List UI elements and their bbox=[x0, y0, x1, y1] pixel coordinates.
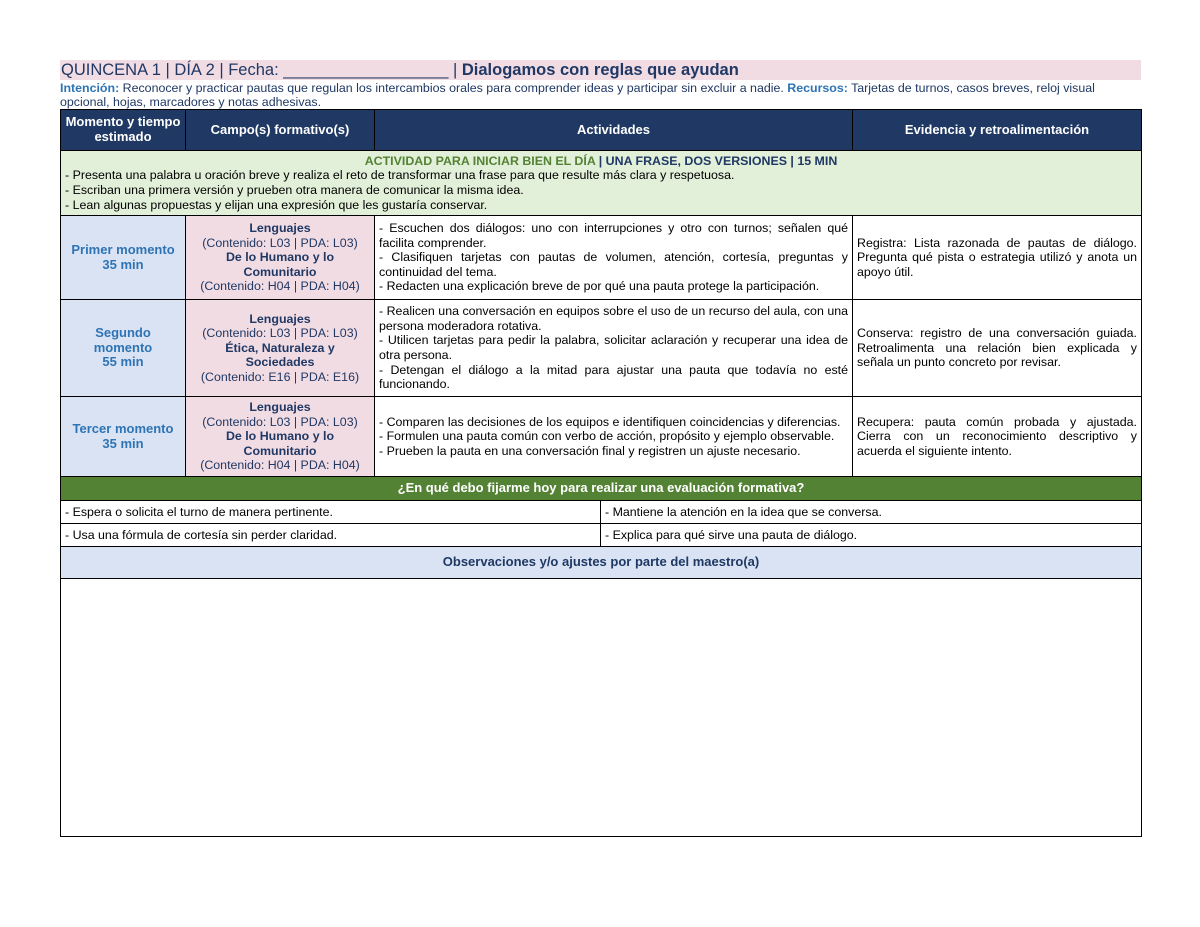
criteria-row-cell bbox=[61, 524, 1142, 547]
resources-text: Tarjetas de turnos, casos breves, reloj visual opcional, hojas, marcadores y notas adhesivas. bbox=[60, 81, 1095, 109]
criteria-row bbox=[61, 524, 1142, 547]
activity-line: - Utilicen tarjetas para pedir la palabra, solicitar aclaración y recuperar una idea de otra persona. bbox=[379, 333, 848, 362]
moment-cell bbox=[61, 397, 186, 477]
moment-name: Primer momento bbox=[71, 241, 175, 257]
activity-line: - Prueben la pauta en una conversación final y registren un ajuste necesario. bbox=[379, 443, 801, 458]
evidence-cell: Registra: Lista razonada de pautas de diálogo. Pregunta qué pista o estrategia utilizó y anota un apoyo útil. bbox=[853, 216, 1142, 300]
start-activity-heading bbox=[65, 154, 1137, 169]
observations-heading: Observaciones y/o ajustes por parte del maestro(a) bbox=[61, 547, 1142, 579]
criteria-pair bbox=[61, 524, 1141, 546]
moment-name: Tercer momento bbox=[72, 420, 174, 436]
start-activity-line: - Escriban una primera versión y prueben otra manera de comunicar la misma idea. bbox=[65, 183, 524, 197]
moment-cell bbox=[61, 300, 186, 397]
criteria-row-cell bbox=[61, 501, 1142, 524]
header-activities: Actividades bbox=[375, 110, 853, 151]
campo-name: De lo Humano y lo Comunitario bbox=[225, 250, 335, 279]
moment-cell bbox=[61, 216, 186, 300]
table-header-row bbox=[61, 110, 1142, 151]
title-left: QUINCENA 1 | DÍA 2 | Fecha: __________________ | bbox=[61, 61, 458, 79]
criteria-pair bbox=[61, 501, 1141, 523]
resources-label: Recursos: bbox=[787, 81, 848, 95]
activity-line: - Clasifiquen tarjetas con pautas de volumen, atención, cortesía, preguntas y continuidad del tema. bbox=[379, 250, 848, 279]
intro-paragraph bbox=[60, 81, 1141, 109]
evaluation-heading: ¿En qué debo fijarme hoy para realizar una evaluación formativa? bbox=[61, 477, 1142, 501]
campo-content: (Contenido: E16 | PDA: E16) bbox=[200, 369, 360, 384]
criterion-cell bbox=[61, 501, 601, 523]
criterion-text: - Explica para qué sirve una pauta de diálogo. bbox=[605, 528, 858, 542]
campo-name: Ética, Naturaleza y Sociedades bbox=[225, 340, 335, 370]
moment-row-2 bbox=[61, 300, 1142, 397]
start-activity-line: - Lean algunas propuestas y elijan una expresión que les gustaría conservar. bbox=[65, 197, 488, 212]
lesson-table bbox=[60, 109, 1142, 837]
campo-name: Lenguajes bbox=[249, 221, 311, 236]
evidence-cell: Recupera: pauta común probada y ajustada. Cierra con un reconocimiento descriptivo y acuerda el siguiente intento. bbox=[853, 397, 1142, 477]
activity-line: - Formulen una pauta común con verbo de acción, propósito y ejemplo observable. bbox=[379, 429, 835, 444]
activity-line: - Redacten una explicación breve de por qué una pauta protege la participación. bbox=[379, 279, 820, 294]
intent-text: Reconocer y practicar pautas que regulan los intercambios orales para comprender ideas y participar sin excluir a nadie. bbox=[119, 81, 788, 95]
campo-content: (Contenido: H04 | PDA: H04) bbox=[200, 458, 360, 473]
criteria-row bbox=[61, 501, 1142, 524]
start-activity-line: - Presenta una palabra u oración breve y realiza el reto de transformar una frase para que resulte más clara y respetuosa. bbox=[65, 168, 735, 183]
activities-cell bbox=[375, 397, 853, 477]
moment-time: 55 min bbox=[102, 354, 144, 370]
observations-heading-row bbox=[61, 547, 1142, 579]
header-moment: Momento y tiempo estimado bbox=[61, 110, 186, 151]
criterion-cell bbox=[61, 524, 601, 546]
criterion-text: - Espera o solicita el turno de manera pertinente. bbox=[65, 505, 333, 519]
evidence-cell: Conserva: registro de una conversación guiada. Retroalimenta una relación bien explicada y señala un punto concreto por revisar. bbox=[853, 300, 1142, 397]
activity-line: - Realicen una conversación en equipos sobre el uso de un recurso del aula, con una persona moderadora rotativa. bbox=[379, 304, 848, 333]
start-activity-row bbox=[61, 151, 1142, 216]
moment-name: Segundo momento bbox=[93, 325, 153, 355]
moment-time: 35 min bbox=[102, 256, 144, 272]
criterion-text: - Mantiene la atención en la idea que se conversa. bbox=[605, 505, 882, 519]
start-activity-cell bbox=[61, 151, 1142, 216]
intent-label: Intención: bbox=[60, 81, 120, 95]
title-right: Dialogamos con reglas que ayudan bbox=[457, 61, 739, 79]
moment-time: 35 min bbox=[102, 435, 144, 451]
lesson-plan-page bbox=[60, 60, 1141, 837]
moment-row-1 bbox=[61, 216, 1142, 300]
activity-line: - Escuchen dos diálogos: uno con interrupciones y otro con turnos; señalen qué facilita comprender. bbox=[379, 221, 848, 250]
campo-cell bbox=[186, 397, 375, 477]
header-evidence: Evidencia y retroalimentación bbox=[853, 110, 1142, 151]
observations-area[interactable] bbox=[61, 579, 1142, 837]
activities-cell bbox=[375, 216, 853, 300]
campo-cell bbox=[186, 216, 375, 300]
criterion-text: - Usa una fórmula de cortesía sin perder claridad. bbox=[65, 528, 338, 542]
campo-cell bbox=[186, 300, 375, 397]
header-campo: Campo(s) formativo(s) bbox=[186, 110, 375, 151]
moment-row-3 bbox=[61, 397, 1142, 477]
campo-content: (Contenido: H04 | PDA: H04) bbox=[200, 279, 360, 294]
observations-row bbox=[61, 579, 1142, 837]
page-title bbox=[60, 60, 1141, 80]
campo-content: (Contenido: L03 | PDA: L03) bbox=[202, 326, 358, 341]
activity-line: - Comparen las decisiones de los equipos e identifiquen coincidencias y diferencias. bbox=[379, 414, 841, 429]
campo-content: (Contenido: L03 | PDA: L03) bbox=[202, 414, 358, 429]
campo-name: Lenguajes bbox=[249, 311, 311, 326]
criterion-cell bbox=[601, 524, 1141, 546]
campo-name: De lo Humano y lo Comunitario bbox=[225, 429, 335, 458]
campo-content: (Contenido: L03 | PDA: L03) bbox=[202, 235, 358, 250]
activity-line: - Detengan el diálogo a la mitad para ajustar una pauta que todavía no esté funcionando. bbox=[379, 362, 848, 392]
start-activity-subtitle: | UNA FRASE, DOS VERSIONES | 15 MIN bbox=[595, 153, 838, 168]
activities-cell bbox=[375, 300, 853, 397]
criterion-cell bbox=[601, 501, 1141, 523]
start-activity-label: ACTIVIDAD PARA INICIAR BIEN EL DÍA bbox=[364, 153, 596, 168]
evaluation-heading-row bbox=[61, 477, 1142, 501]
campo-name: Lenguajes bbox=[249, 400, 311, 415]
